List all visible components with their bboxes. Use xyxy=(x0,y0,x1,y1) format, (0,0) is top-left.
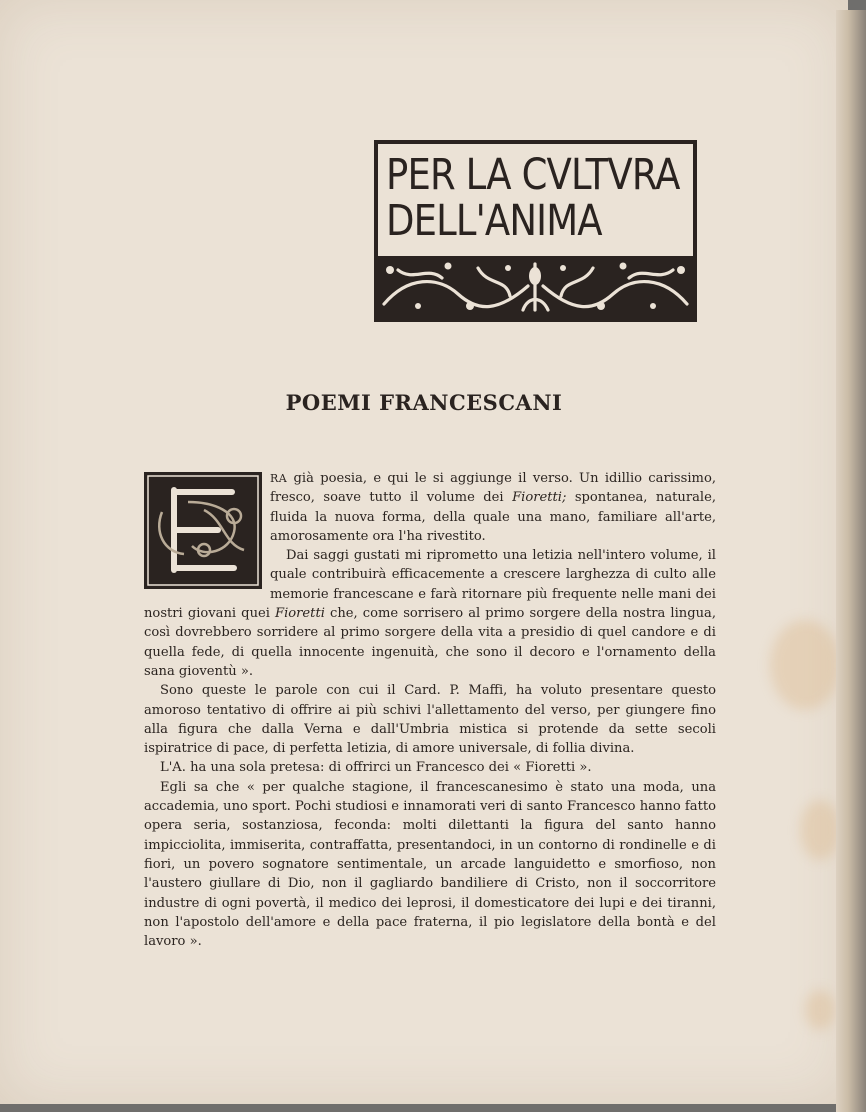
masthead-woodcut xyxy=(374,140,697,322)
text-run: che, come sorrisero al primo sorgere della nostra lingua, così dovrebbero sorridere al primo sorgere della vita a presidio di quel candore e di quella fede, di quella innocente ingenuità, che sono il decoro e l'ornamento della sana gioventù ». xyxy=(144,606,716,679)
text-run: già poesia, e qui le si aggiunge il verso. Un idillio carissimo, fresco, soave tutto il volume dei xyxy=(270,471,716,506)
paper-stain xyxy=(770,620,840,710)
masthead-line-1: PER LA CVLTVRA xyxy=(386,150,680,200)
text-run: L'A. ha una sola pretesa: di offrirci un Francesco dei « Fioretti ». xyxy=(160,760,592,776)
article-body xyxy=(144,469,716,951)
paragraph xyxy=(144,758,716,777)
paragraph xyxy=(144,681,716,758)
paragraph xyxy=(144,778,716,952)
floral-ornament xyxy=(378,256,693,318)
text-run: spontanea, naturale, fluida la nuova forma, della quale una mano, familiare all'arte, amorosamente ora l'ha rivestito. xyxy=(270,490,717,544)
page-edge xyxy=(836,10,866,1112)
decorated-initial-e xyxy=(144,472,262,589)
text-run: Fioretti; xyxy=(512,490,567,506)
text-run: Sono queste le parole con cui il Card. P. Maffi, ha voluto presentare questo amoroso tentativo di offrire ai più schivi l'allettamento del verso, per giungere fino alla figura che dalla Verna e dall'Umbria mistica si protende da sette secoli ispiratrice di pace, di perfetta letizia, di amore universale, di follia divina. xyxy=(144,683,716,757)
masthead-line-2: DELL'ANIMA xyxy=(386,196,602,246)
section-heading: POEMI FRANCESCANI xyxy=(285,390,563,415)
text-run: Egli sa che « per qualche stagione, il francescanesimo è stato una moda, una accademia, uno sport. Pochi studiosi e innamorati veri di santo Francesco hanno fatto opera seria, sostanziosa, feconda: molti dilettanti la figura del santo hanno impicciolita, immiserita, contraffatta, presentandoci, in un contorno di rondinelle e di fiori, un povero sognatore sentimentale, un arcade languidetto e smorfioso, non l'austero giullare di Dio, non il gagliardo bandiliere di Cristo, non il soccorritore industre di ogni povertà, il medico dei leprosi, il domesticatore dei lupi e dei tiranni, non l'apostolo dell'amore e della pace fraterna, il pio legislatore della bontà e del lavoro ». xyxy=(144,779,716,950)
paper-stain xyxy=(800,800,840,860)
text-run: Dai saggi gustati mi riprometto una letizia nell'intero volume, il quale contribuirà efficacemente a crescere larghezza di culto alle memorie francescane e farà ritornare più frequente nelle mani dei nostri giovani quei xyxy=(144,548,716,622)
text-run: RA xyxy=(270,472,288,485)
text-run: Fioretti xyxy=(275,606,325,622)
masthead-title xyxy=(386,150,680,246)
paper-stain xyxy=(805,990,835,1030)
